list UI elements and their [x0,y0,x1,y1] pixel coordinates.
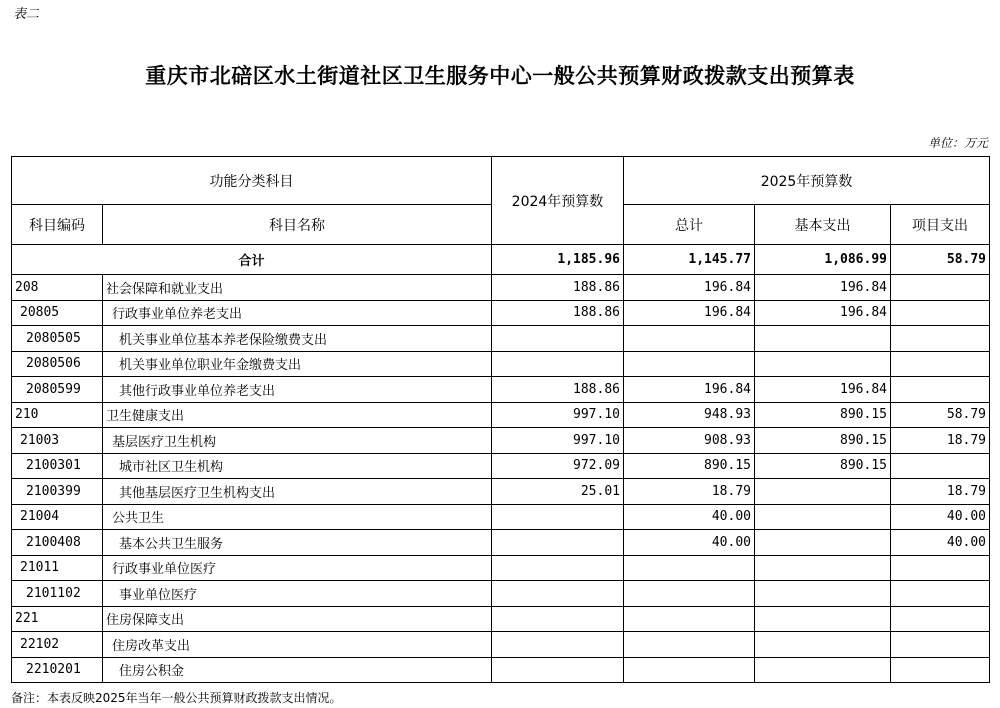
row-name: 社会保障和就业支出 [103,275,492,301]
row-code: 210 [12,402,103,428]
row-code: 2101102 [12,581,103,607]
row-name: 基层医疗卫生机构 [103,428,492,454]
row-total [624,351,755,377]
table-row [12,275,990,301]
table-row [12,351,990,377]
row-total: 196.84 [624,377,755,403]
row-total: 948.93 [624,402,755,428]
row-total [624,632,755,658]
row-name: 基本公共卫生服务 [103,530,492,556]
table-row [12,530,990,556]
row-project: 40.00 [891,504,990,530]
row-basic [755,504,891,530]
row-project [891,581,990,607]
table-row [12,632,990,658]
row-project [891,632,990,658]
row-total: 18.79 [624,479,755,505]
row-code: 21011 [12,555,103,581]
header-name: 科目名称 [103,205,492,245]
row-total [624,657,755,683]
row-basic: 196.84 [755,275,891,301]
row-project: 58.79 [891,402,990,428]
header-code: 科目编码 [12,205,103,245]
row-prev [492,326,624,352]
row-name: 行政事业单位养老支出 [103,300,492,326]
row-basic [755,657,891,683]
row-basic: 196.84 [755,300,891,326]
row-prev [492,581,624,607]
total-total: 1,145.77 [624,245,755,275]
budget-table [11,156,990,683]
table-row [12,453,990,479]
row-prev [492,606,624,632]
row-basic [755,555,891,581]
row-name: 机关事业单位职业年金缴费支出 [103,351,492,377]
row-code: 2210201 [12,657,103,683]
row-name: 其他基层医疗卫生机构支出 [103,479,492,505]
row-total: 40.00 [624,530,755,556]
row-basic [755,632,891,658]
row-project [891,351,990,377]
row-project: 18.79 [891,428,990,454]
row-basic: 890.15 [755,402,891,428]
row-project [891,377,990,403]
table-row [12,555,990,581]
row-name: 公共卫生 [103,504,492,530]
row-code: 2100399 [12,479,103,505]
table-row [12,504,990,530]
row-total [624,606,755,632]
row-name: 其他行政事业单位养老支出 [103,377,492,403]
table-row [12,606,990,632]
row-project [891,453,990,479]
header-project: 项目支出 [891,205,990,245]
row-name: 住房保障支出 [103,606,492,632]
row-basic [755,606,891,632]
row-project [891,606,990,632]
row-code: 21004 [12,504,103,530]
row-prev [492,504,624,530]
row-prev: 188.86 [492,300,624,326]
row-total: 908.93 [624,428,755,454]
row-code: 221 [12,606,103,632]
row-project [891,300,990,326]
row-name: 住房改革支出 [103,632,492,658]
row-code: 22102 [12,632,103,658]
row-total: 196.84 [624,275,755,301]
row-total: 40.00 [624,504,755,530]
row-prev [492,530,624,556]
row-project: 18.79 [891,479,990,505]
row-prev [492,555,624,581]
row-basic [755,351,891,377]
row-name: 机关事业单位基本养老保险缴费支出 [103,326,492,352]
row-project [891,326,990,352]
header-total: 总计 [624,205,755,245]
table-number: 表二 [13,7,40,22]
table-row [12,581,990,607]
row-code: 2100408 [12,530,103,556]
row-prev [492,657,624,683]
row-prev: 997.10 [492,428,624,454]
page-title: 重庆市北碚区水土街道社区卫生服务中心一般公共预算财政拨款支出预算表 [145,63,855,88]
row-name: 事业单位医疗 [103,581,492,607]
total-basic: 1,086.99 [755,245,891,275]
row-project [891,657,990,683]
header-func-class: 功能分类科目 [12,157,492,205]
row-name: 住房公积金 [103,657,492,683]
total-row [12,245,990,275]
row-code: 208 [12,275,103,301]
row-code: 2080505 [12,326,103,352]
row-code: 2080506 [12,351,103,377]
table-row [12,377,990,403]
header-row-1 [12,157,990,205]
table-row [12,402,990,428]
row-basic: 890.15 [755,453,891,479]
unit-label: 单位：万元 [927,136,988,150]
row-prev: 188.86 [492,275,624,301]
row-project: 40.00 [891,530,990,556]
row-name: 行政事业单位医疗 [103,555,492,581]
header-prev-year: 2024年预算数 [492,157,624,245]
row-basic [755,479,891,505]
row-code: 21003 [12,428,103,454]
row-prev: 188.86 [492,377,624,403]
row-prev: 997.10 [492,402,624,428]
row-project [891,555,990,581]
table-row [12,326,990,352]
row-code: 20805 [12,300,103,326]
total-label: 合计 [12,245,492,275]
row-total [624,326,755,352]
row-basic [755,326,891,352]
row-total: 196.84 [624,300,755,326]
row-project [891,275,990,301]
row-prev [492,351,624,377]
row-basic: 890.15 [755,428,891,454]
row-basic: 196.84 [755,377,891,403]
row-total [624,581,755,607]
row-prev [492,632,624,658]
header-cur-year: 2025年预算数 [624,157,990,205]
table-row [12,300,990,326]
total-prev: 1,185.96 [492,245,624,275]
table-row [12,479,990,505]
total-project: 58.79 [891,245,990,275]
row-code: 2100301 [12,453,103,479]
row-prev: 25.01 [492,479,624,505]
row-total [624,555,755,581]
row-basic [755,530,891,556]
footnote: 备注：本表反映2025年当年一般公共预算财政拨款支出情况。 [11,691,342,705]
row-name: 城市社区卫生机构 [103,453,492,479]
table-row [12,657,990,683]
row-basic [755,581,891,607]
table-row [12,428,990,454]
row-prev: 972.09 [492,453,624,479]
row-code: 2080599 [12,377,103,403]
row-total: 890.15 [624,453,755,479]
row-name: 卫生健康支出 [103,402,492,428]
header-basic: 基本支出 [755,205,891,245]
